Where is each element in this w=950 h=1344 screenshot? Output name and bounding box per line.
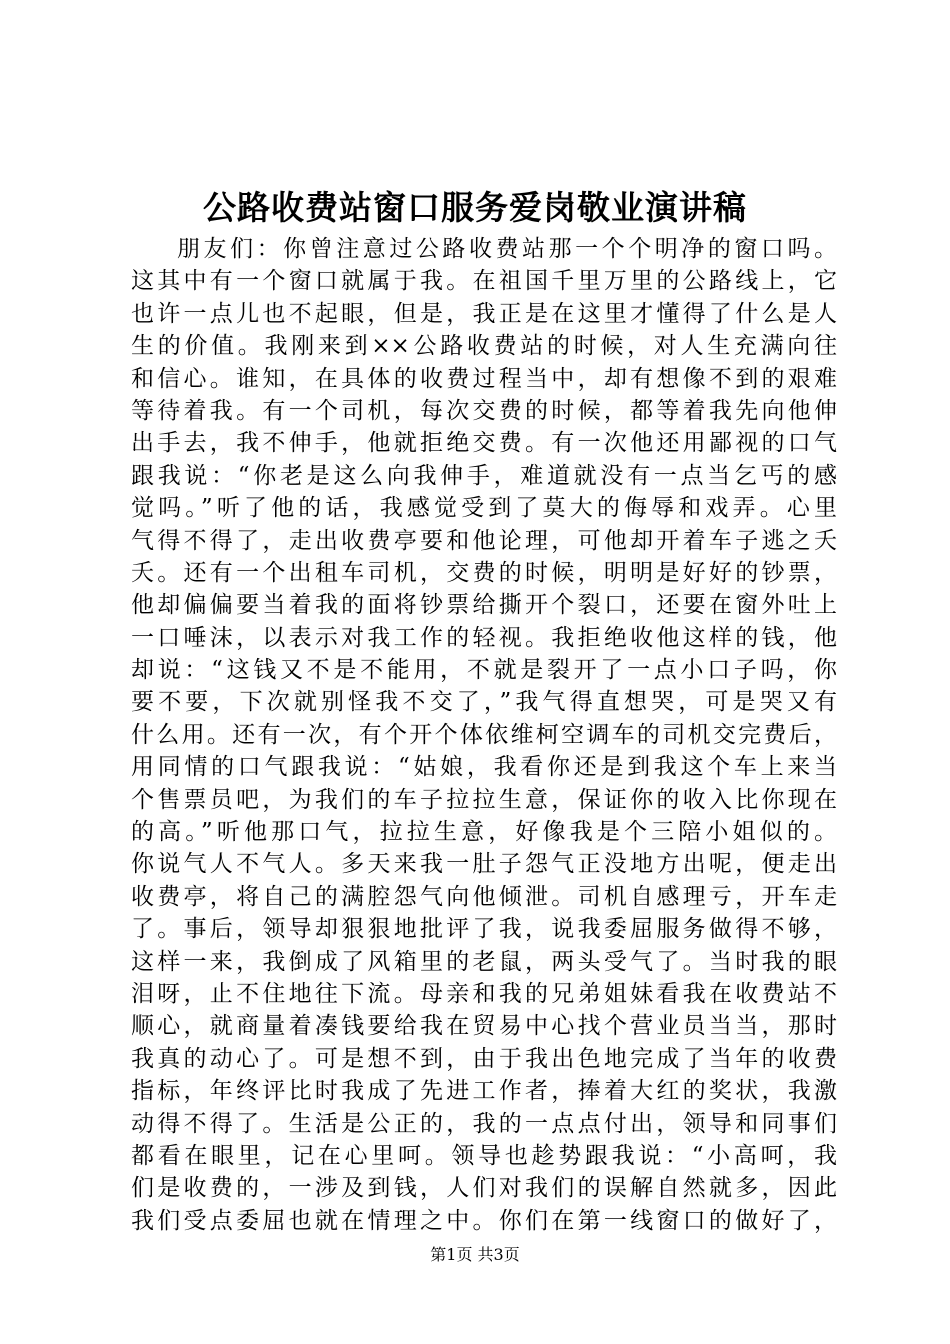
body-line: 都看在眼里，记在心里呵。领导也趁势跟我说：“小高呵，我 (131, 1142, 837, 1169)
body-line: 一口唾沫，以表示对我工作的轻视。我拒绝收他这样的钱，他 (131, 624, 837, 651)
document-title: 公路收费站窗口服务爱岗敬业演讲稿 (203, 188, 747, 227)
body-line: 也许一点儿也不起眼，但是，我正是在这里才懂得了什么是人 (131, 300, 837, 327)
body-line: 收费亭，将自己的满腔怨气向他倾泄。司机自感理亏，开车走 (131, 883, 837, 910)
body-line: 泪呀，止不住地往下流。母亲和我的兄弟姐妹看我在收费站不 (131, 980, 837, 1007)
body-line: 我们受点委屈也就在情理之中。你们在第一线窗口的做好了， (131, 1207, 837, 1234)
body-line: 顺心，就商量着凑钱要给我在贸易中心找个营业员当当，那时 (131, 1013, 837, 1040)
body-line: 出手去，我不伸手，他就拒绝交费。有一次他还用鄙视的口气 (131, 430, 837, 457)
body-line: 用同情的口气跟我说：“姑娘，我看你还是到我这个车上来当 (131, 754, 837, 781)
document-body (131, 233, 837, 1237)
body-line: 跟我说：“你老是这么向我伸手，难道就没有一点当乞丐的感 (131, 462, 837, 489)
body-line: 要不要，下次就别怪我不交了，”我气得直想哭，可是哭又有 (131, 689, 837, 716)
page-footer: 第1页 共3页 (430, 1245, 520, 1264)
body-line: 夭。还有一个出租车司机，交费的时候，明明是好好的钞票， (131, 559, 837, 586)
body-line: 了。事后，领导却狠狠地批评了我，说我委屈服务做得不够， (131, 916, 837, 943)
body-line: 觉吗。”听了他的话，我感觉受到了莫大的侮辱和戏弄。心里 (131, 495, 837, 522)
body-line: 等待着我。有一个司机，每次交费的时候，都等着我先向他伸 (131, 397, 837, 424)
body-line: 他却偏偏要当着我的面将钞票给撕开个裂口，还要在窗外吐上 (131, 592, 837, 619)
body-line: 这样一来，我倒成了风箱里的老鼠，两头受气了。当时我的眼 (131, 948, 837, 975)
body-line: 气得不得了，走出收费亭要和他论理，可他却开着车子逃之夭 (131, 527, 837, 554)
body-line: 什么用。还有一次，有个开个体依维柯空调车的司机交完费后， (131, 721, 837, 748)
body-line: 却说：“这钱又不是不能用，不就是裂开了一点小口子吗，你 (131, 657, 837, 684)
body-line: 朋友们：你曾注意过公路收费站那一个个明净的窗口吗。 (177, 236, 837, 262)
body-line: 们是收费的，一涉及到钱，人们对我们的误解自然就多，因此 (131, 1175, 837, 1202)
body-line: 指标，年终评比时我成了先进工作者，捧着大红的奖状，我激 (131, 1078, 837, 1105)
body-line: 个售票员吧，为我们的车子拉拉生意，保证你的收入比你现在 (131, 786, 837, 813)
body-line: 的高。”听他那口气，拉拉生意，好像我是个三陪小姐似的。 (131, 819, 837, 846)
body-line: 和信心。谁知，在具体的收费过程当中，却有想像不到的艰难 (131, 365, 837, 392)
body-line: 动得不得了。生活是公正的，我的一点点付出，领导和同事们 (131, 1110, 837, 1137)
body-line: 你说气人不气人。多天来我一肚子怨气正没地方出呢，便走出 (131, 851, 837, 878)
body-line: 生的价值。我刚来到××公路收费站的时候，对人生充满向往 (131, 333, 837, 360)
body-line: 我真的动心了。可是想不到，由于我出色地完成了当年的收费 (131, 1045, 837, 1072)
body-line: 这其中有一个窗口就属于我。在祖国千里万里的公路线上，它 (131, 268, 837, 295)
